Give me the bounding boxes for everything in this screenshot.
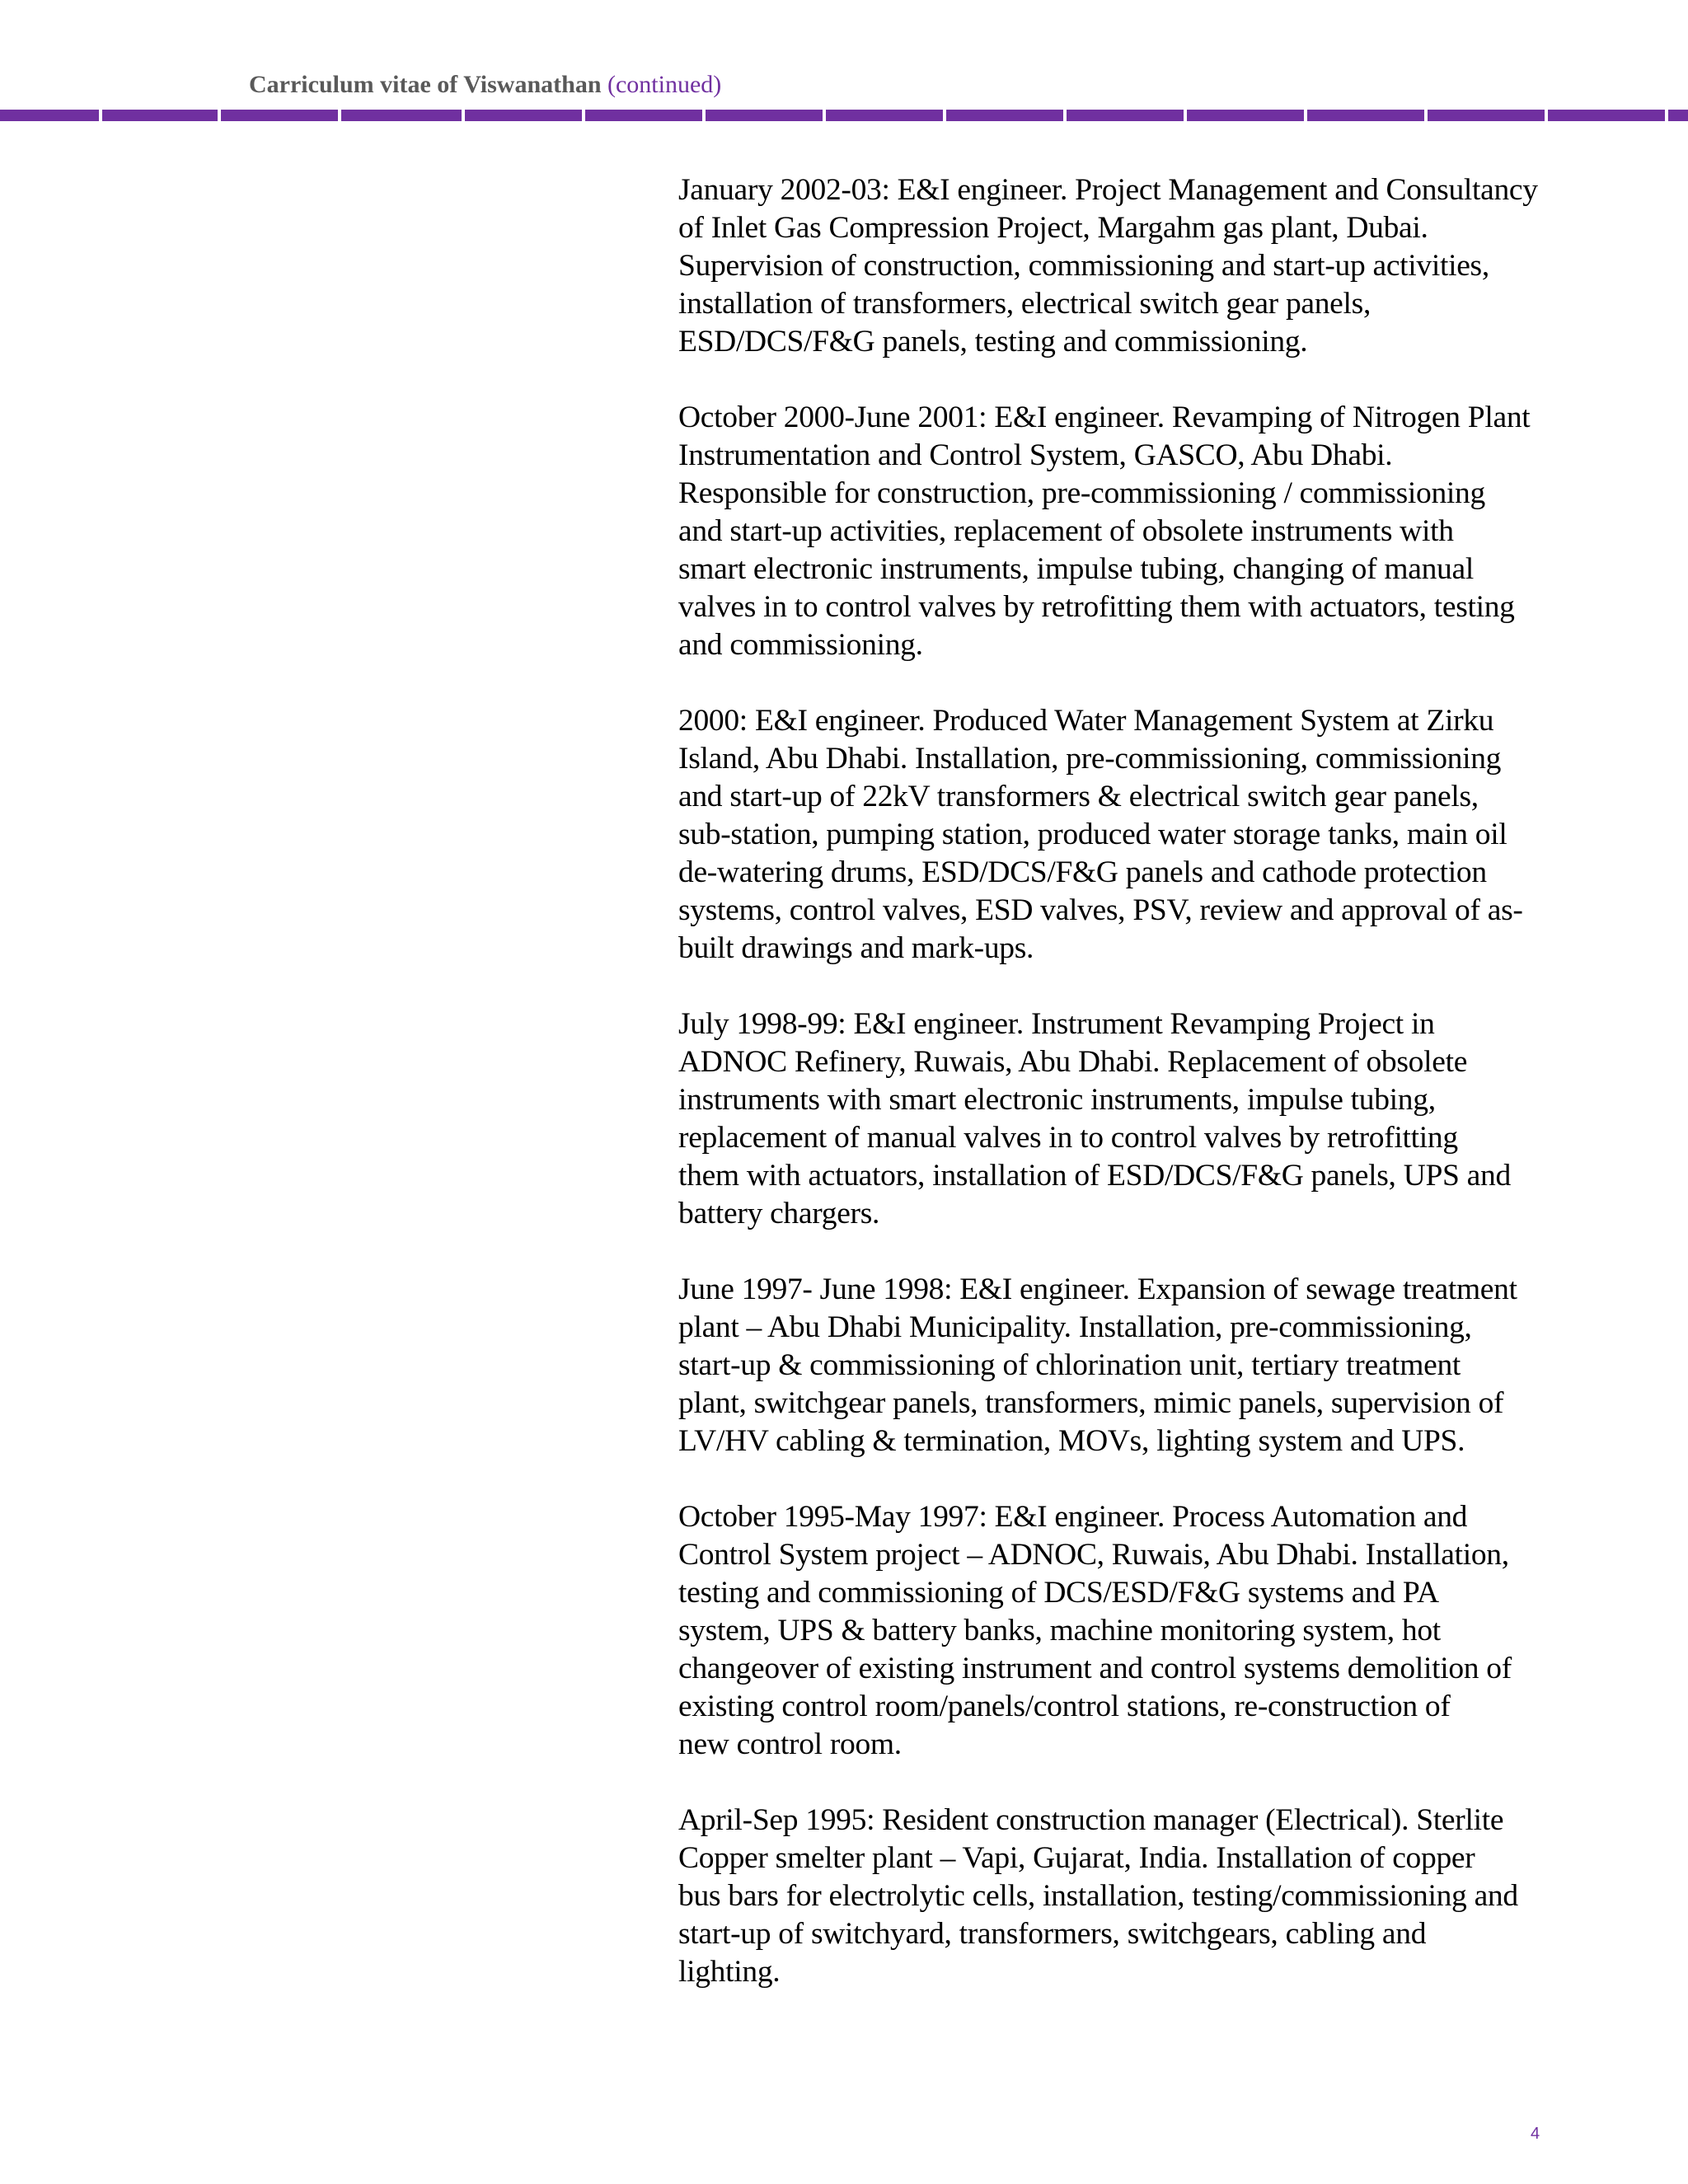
header-rule-gap	[462, 105, 465, 124]
header-rule-gap	[1304, 105, 1307, 124]
header-rule-gap	[1184, 105, 1187, 124]
header-title: Carriculum vitae of Viswanathan	[249, 71, 602, 98]
page-number: 4	[1531, 2125, 1540, 2143]
experience-entry-1995: April-Sep 1995: Resident construction manager (Electrical). Sterlite Copper smelter plant – Vapi, Gujarat, India. Installation of copper bus bars for electrolytic cells, installation, testing/commissioning and start-up of switchyard, transformers, switchgears, cabling and lighting.	[678, 1803, 1518, 1989]
header-rule-line	[0, 110, 1688, 121]
header-rule-gap	[823, 105, 826, 124]
header-rule	[0, 105, 1688, 124]
experience-entry-1995-1997: October 1995-May 1997: E&I engineer. Process Automation and Control System project – ADNOC, Ruwais, Abu Dhabi. Installation, testing and commissioning of DCS/ESD/F&G systems and PA system, UPS & battery banks, machine monitoring system, hot changeover of existing instrument and control systems demolition of existing control room/panels/control stations, re-construction of new control room.	[678, 1500, 1512, 1761]
experience-entry-1997: June 1997- June 1998: E&I engineer. Expansion of sewage treatment plant – Abu Dhabi Municipality. Installation, pre-commissioning, start-up & commissioning of chlorination unit, tertiary treatment plant, switchgear panels, transformers, mimic panels, supervision of LV/HV cabling & termination, MOVs, lighting system and UPS.	[678, 1272, 1517, 1458]
experience-list	[678, 171, 1634, 2029]
header-rule-gap	[218, 105, 221, 124]
header-rule-gap	[582, 105, 585, 124]
header-continued: (continued)	[607, 71, 722, 98]
running-header	[249, 68, 721, 101]
header-rule-gap	[1545, 105, 1548, 124]
header-rule-gap	[99, 105, 102, 124]
header-rule-gap	[702, 105, 706, 124]
experience-entry-2000: 2000: E&I engineer. Produced Water Management System at Zirku Island, Abu Dhabi. Installation, pre-commissioning, commissioning and start-up of 22kV transformers & electrical switch gear panels, sub-station, pumping station, produced water storage tanks, main oil de-watering drums, ESD/DCS/F&G panels and cathode protection systems, control valves, ESD valves, PSV, review and approval of as- built drawings and mark-ups.	[678, 704, 1523, 965]
experience-entry-1998: July 1998-99: E&I engineer. Instrument Revamping Project in ADNOC Refinery, Ruwais, Abu Dhabi. Replacement of obsolete instruments with smart electronic instruments, impulse tubing, replacement of manual valves in to control valves by retrofitting them with actuators, installation of ESD/DCS/F&G panels, UPS and battery chargers.	[678, 1007, 1511, 1230]
header-rule-gap	[943, 105, 946, 124]
experience-entry-2000-2001: October 2000-June 2001: E&I engineer. Revamping of Nitrogen Plant Instrumentation and Control System, GASCO, Abu Dhabi. Responsible for construction, pre-commissioning / commissioning and start-up activities, replacement of obsolete instruments with smart electronic instruments, impulse tubing, changing of manual valves in to control valves by retrofitting them with actuators, testing and commissioning.	[678, 401, 1531, 662]
header-rule-gap	[1063, 105, 1067, 124]
experience-entry-2002: January 2002-03: E&I engineer. Project Management and Consultancy of Inlet Gas Compression Project, Margahm gas plant, Dubai. Supervision of construction, commissioning and start-up activities, installation of transformers, electrical switch gear panels, ESD/DCS/F&G panels, testing and commissioning.	[678, 173, 1538, 359]
header-rule-gap	[1665, 105, 1668, 124]
header-rule-gap	[1424, 105, 1428, 124]
header-rule-gap	[338, 105, 341, 124]
